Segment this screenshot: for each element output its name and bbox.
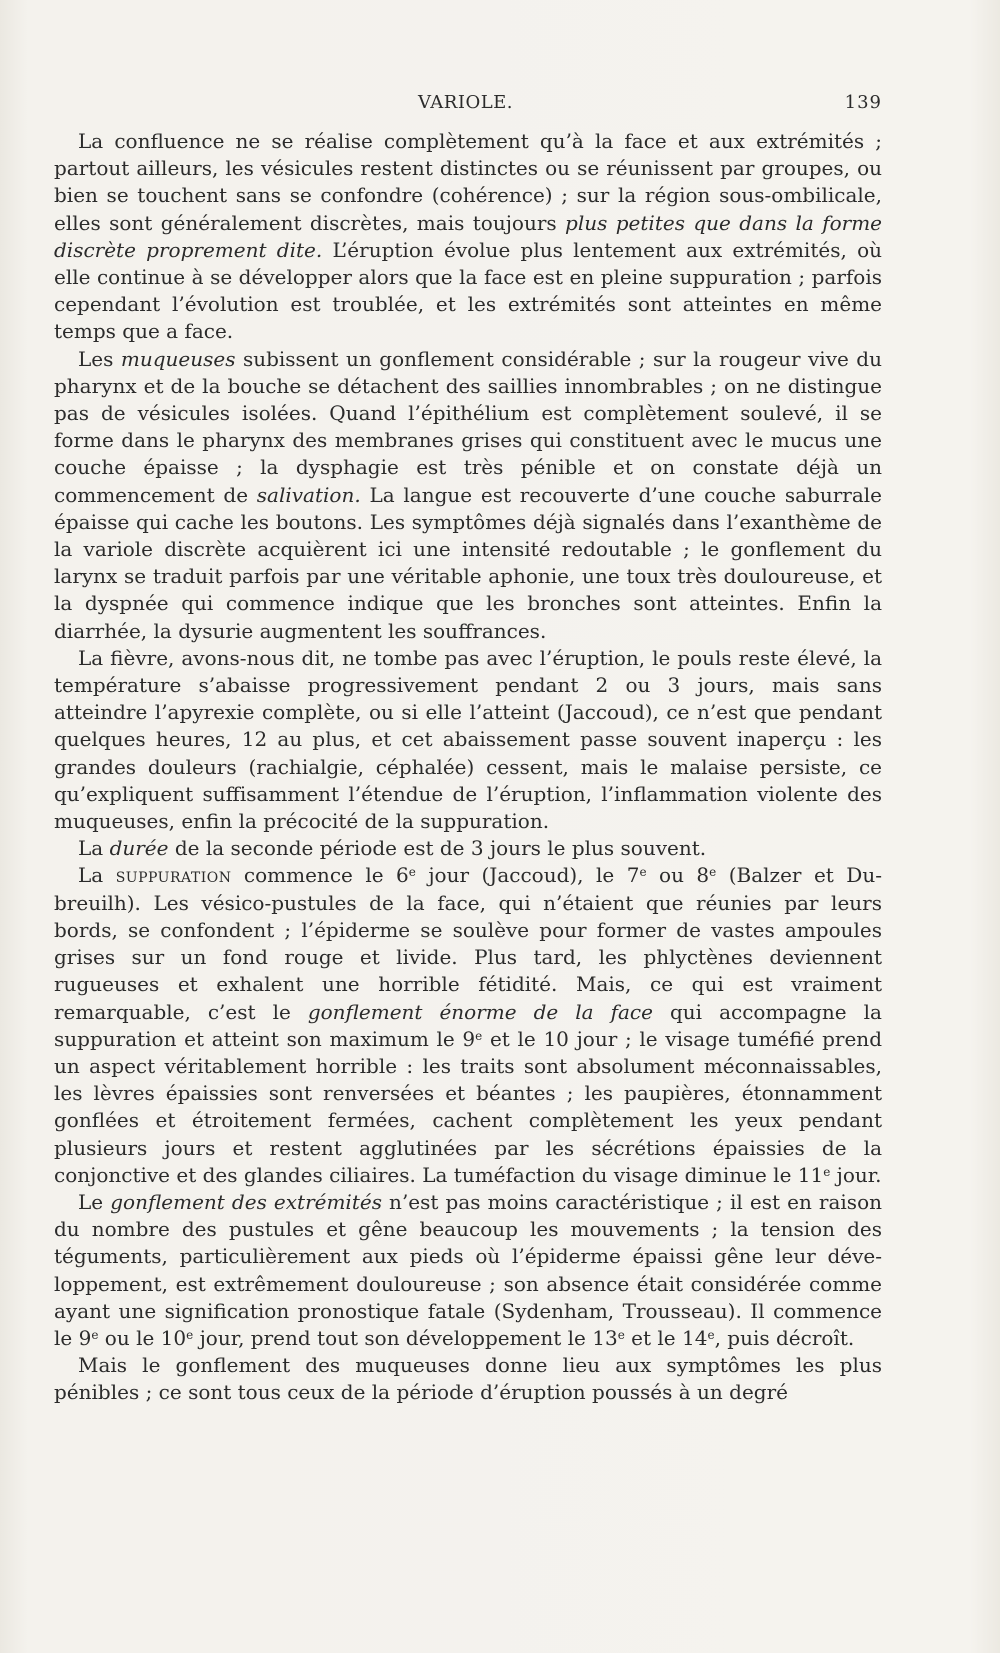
paragraph-fievre: La fièvre, avons-nous dit, ne tombe pas avec l’éruption, le pouls reste élevé, la température s’abaisse progressivement pendant 2 ou 3 jours, mais sans atteindre l’apyrexie complète, ou si elle l’atteint (Jaccoud), ce n’est que pendant quelques heures, 12 au plus, et cet abaissement passe souvent inaperçu : les grandes douleurs (rachialgie, céphalée) cessent, mais le malaise persiste, ce qu’expliquent suffisamment l’étendue de l’éruption, l’inflammation violente des muqueuses, enfin la précocité de la suppuration. — [54, 645, 882, 834]
italic-term: durée — [109, 836, 169, 861]
ordinal-superscript: e — [709, 865, 717, 880]
italic-term: muqueuses — [120, 346, 236, 371]
italic-phrase: gonflement des extrémités — [110, 1189, 382, 1214]
paragraph-confluence: La confluence ne se réalise complètement qu’à la face et aux extrémités ; partout ailleurs, les vésicules restent distinctes ou se réunissent par groupes, ou bien se touchent sans se confondre (cohérence) ; sur la région sous-ombilicale, elles sont généralement discrètes, mais toujours plus petites que dans la forme discrète proprement dite. L’éruption évolue plus lentement aux extrémités, où elle continue à se développer alors que la face est en pleine suppuration ; parfois cependant l’évolution est troublée, et les extrémités sont atteintes en même temps que a face. — [54, 129, 883, 344]
paragraph-muqueuses: Les muqueuses subissent un gonflement considérable ; sur la rougeur vive du pharynx et de la bouche se détachent des saillies innombrables ; on ne distingue pas de vésicules isolées. Quand l’épithélium est complètement soulevé, il se forme dans le pharynx des membranes grises qui constituent avec le mucus une couche épaisse ; la dysphagie est très pénible et on constate déjà un commencement de salivation. La langue est recouverte d’une couche saburrale épaisse qui cache les boutons. Les symptômes déjà signalés dans l’exanthème de la variole discrète acquièrent ici une intensité redoutable ; le gonflement du larynx se traduit parfois par une véritable aphonie, une toux très douloureuse, et la dyspnée qui commence indique que les bronches sont atteintes. Enfin la diarrhée, la dysurie augmentent les souffrances. — [54, 346, 883, 643]
paragraph-duree: La durée de la seconde période est de 3 jours le plus souvent. — [78, 836, 707, 861]
ordinal-superscript: e — [408, 865, 416, 880]
body-text — [54, 128, 882, 1407]
ordinal-superscript: e — [617, 1327, 625, 1342]
italic-phrase: gonflement énorme de la face — [307, 999, 653, 1024]
ordinal-superscript: e — [707, 1327, 715, 1342]
ordinal-superscript: e — [639, 865, 647, 880]
page-header — [54, 92, 882, 118]
italic-term: salivation. — [256, 482, 361, 507]
ordinal-superscript: e — [475, 1028, 483, 1043]
page-number: 139 — [844, 92, 882, 113]
ordinal-superscript: e — [91, 1327, 99, 1342]
small-caps-term: suppuration — [115, 863, 232, 888]
running-title: VARIOLE. — [418, 92, 514, 113]
paragraph-extremites: Le gonflement des extrémités n’est pas moins caractéristique ; il est en raison du nombre des pustules et gêne beaucoup les mouvements ; la tension des téguments, particulièrement aux pieds où l’épiderme épaissi gêne leur développement, est extrêmement douloureuse ; son absence était considérée comme ayant une signification pronostique fatale (Sydenham, Trousseau). Il commence le 9e ou le 10e jour, prend tout son développement le 13e et le 14e, puis décroît. — [54, 1189, 882, 1350]
paragraph-suppuration: La suppuration commence le 6e jour (Jaccoud), le 7e ou 8e (Balzer et Dubreuilh). Les vésico-pustules de la face, qui n’étaient que réunies par leurs bords, se confondent ; l’épiderme se soulève pour former de vastes ampoules grises sur un fond rouge et livide. Plus tard, les phlyctènes deviennent rugueuses et exhalent une horrible fétidité. Mais, ce qui est vraiment remarquable, c’est le gonflement énorme de la face qui accompagne la suppuration et atteint son maximum le 9e et le 10 jour ; le visage tuméfié prend un aspect véritablement horrible : les traits sont absolument méconnaissables, les lèvres épaissies sont renversées et béantes ; les paupières, étonnamment gonflées et étroitement fermées, cachent complètement les yeux pendant plusieurs jours et restent agglutinées par les sécrétions épaissies de la conjonctive et des glandes ciliaires. La tuméfaction du visage diminue le 11e jour. — [54, 863, 882, 1187]
ordinal-superscript: e — [823, 1164, 831, 1179]
ordinal-superscript: e — [186, 1327, 194, 1342]
italic-phrase: plus petites que dans la forme discrète proprement dite. — [54, 210, 882, 262]
paragraph-muqueuses-gonflement: Mais le gonflement des muqueuses donne lieu aux symptômes les plus pénibles ; ce sont tous ceux de la période d’éruption poussés à un degré — [54, 1353, 882, 1405]
